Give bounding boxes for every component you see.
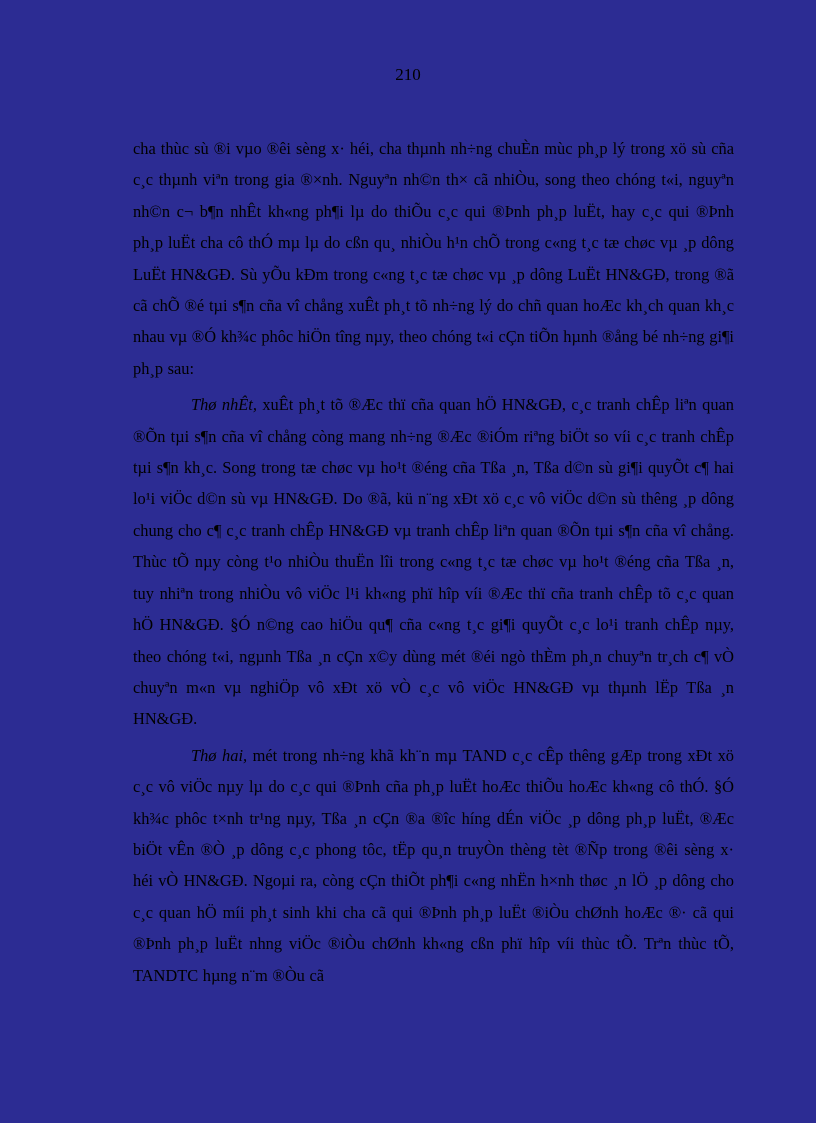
paragraph-1-text: cha thùc sù ®i vµo ®êi sèng x· héi, cha thµnh nh÷ng chuÈn mùc ph¸p lý trong xö sù cña c¸c thµnh viªn trong gia ®×nh. Nguyªn nh©n th× cã nhiÒu, song theo chóng t«i, nguyªn nh©n c¬ b¶n nhÊt kh«ng ph¶i lµ do thiÕu c¸c qui ®Þnh ph¸p luËt, hay c¸c qui ®Þnh ph¸p luËt cha cô thÓ mµ lµ do cßn qu¸ nhiÒu h¹n chÕ trong c«ng t¸c tæ chøc vµ ¸p dông LuËt HN&GĐ. Sù yÕu kÐm trong c«ng t¸c tæ chøc vµ ¸p dông LuËt HN&GĐ, trong ®ã cã chÕ ®é tµi s¶n cña vî chång xuÊt ph¸t tõ nh÷ng lý do chñ quan hoÆc kh¸ch quan kh¸c nhau vµ ®Ó kh¾c phôc hiÖn tîng nµy, theo chóng t«i cÇn tiÕn hµnh ®ång bé nh÷ng gi¶i ph¸p sau: (133, 139, 734, 378)
paragraph-2-text: xuÊt ph¸t tõ ®Æc thï cña quan hÖ HN&GĐ, c¸c tranh chÊp liªn quan ®Õn tµi s¶n cña vî chång còng mang nh÷ng ®Æc ®iÓm riªng biÖt so víi c¸c tranh chÊp tµi s¶n kh¸c. Song trong tæ chøc vµ ho¹t ®éng cña Tßa ¸n, Tßa d©n sù gi¶i quyÕt c¶ hai lo¹i viÖc d©n sù vµ HN&GĐ. Do ®ã, kü n¨ng xÐt xö c¸c vô viÖc d©n sù thêng ¸p dông chung cho c¶ c¸c tranh chÊp HN&GĐ vµ tranh chÊp liªn quan ®Õn tµi s¶n cña vî chång. Thùc tÕ nµy còng t¹o nhiÒu thuËn lîi trong c«ng t¸c tæ chøc vµ ho¹t ®éng cña Tßa ¸n, tuy nhiªn trong nhiÒu vô viÖc l¹i kh«ng phï hîp víi ®Æc thï cña tranh chÊp tõ c¸c quan hÖ HN&GĐ. §Ó n©ng cao hiÖu qu¶ cña c«ng t¸c gi¶i quyÕt c¸c lo¹i tranh chÊp nµy, theo chóng t«i, ngµnh Tßa ¸n cÇn x©y dùng mét ®éi ngò thÈm ph¸n chuyªn tr¸ch c¶ vÒ chuyªn m«n vµ nghiÖp vô xÐt xö vÒ c¸c vô viÖc HN&GĐ vµ thµnh lËp Tßa ¸n HN&GĐ. (133, 395, 734, 729)
paragraph-3-lead: Thø hai, (191, 745, 248, 765)
body-text (133, 133, 734, 991)
paragraph-3 (133, 740, 734, 991)
paragraph-2 (133, 389, 734, 734)
paragraph-1 (133, 133, 734, 384)
paragraph-2-lead: Thø nhÊt, (191, 395, 257, 415)
page-number: 210 (395, 65, 421, 84)
paragraph-3-text: mét trong nh÷ng khã kh¨n mµ TAND c¸c cÊp thêng gÆp trong xÐt xö c¸c vô viÖc nµy lµ do c¸c qui ®Þnh cña ph¸p luËt hoÆc thiÕu hoÆc kh«ng cô thÓ. §Ó kh¾c phôc t×nh tr¹ng nµy, Tßa ¸n cÇn ®a ®îc híng dÉn viÖc ¸p dông ph¸p luËt, ®Æc biÖt vÊn ®Ò ¸p dông c¸c phong tôc, tËp qu¸n truyÒn thèng tèt ®Ñp trong ®êi sèng x· héi vÒ HN&GĐ. Ngoµi ra, còng cÇn thiÕt ph¶i c«ng nhËn h×nh thøc ¸n lÖ ¸p dông cho c¸c quan hÖ míi ph¸t sinh khi cha cã qui ®Þnh ph¸p luËt ®iÒu chØnh hoÆc ®· cã qui ®Þnh ph¸p luËt nhng viÖc ®iÒu chØnh kh«ng cßn phï hîp víi thùc tÕ. Trªn thùc tÕ, TANDTC hµng n¨m ®Òu cã (133, 745, 734, 985)
